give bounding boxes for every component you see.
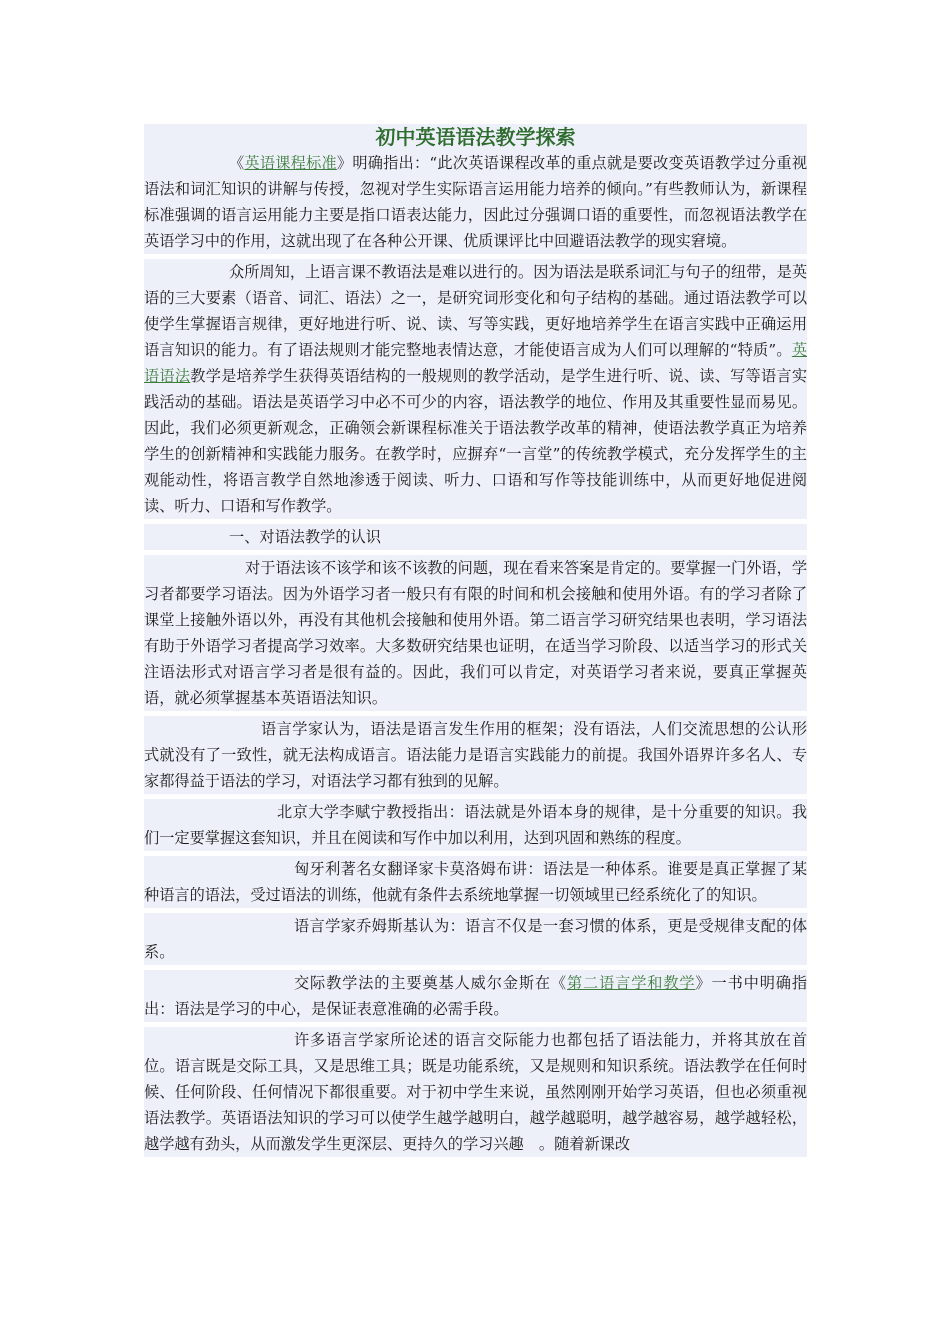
paragraph-4: 语言学家认为，语法是语言发生作用的框架；没有语法，人们交流思想的公认形式就没有了一致性，就无法构成语言。语法能力是语言实践能力的前提。我国外语界许多名人、专家都得益于语法的学习，对语法学习都有独到的见解。 (144, 716, 807, 794)
paragraph-3: 对于语法该不该学和该不该教的问题，现在看来答案是肯定的。要掌握一门外语，学习者都要学习语法。因为外语学习者一般只有有限的时间和机会接触和使用外语。有的学习者除了课堂上接触外语以外，再没有其他机会接触和使用外语。第二语言学习研究结果也表明，学习语法有助于外语学习者提高学习效率。大多数研究结果也证明，在适当学习阶段、以适当学习的形式关注语法形式对语言学习者是很有益的。因此，我们可以肯定，对英语学习者来说，要真正掌握英语，就必须掌握基本英语语法知识。 (144, 555, 807, 711)
paragraph-1-post: 》明确指出：“此次英语课程改革的重点就是要改变英语教学过分重视语法和词汇知识的讲解与传授，忽视对学生实际语言运用能力培养的倾向。”有些教师认为，新课程标准强调的语言运用能力主要是指口语表达能力，因此过分强调口语的重要性，而忽视语法教学在英语学习中的作用，这就出现了在各种公开课、优质课评比中回避语法教学的现实窘境。 (144, 154, 808, 250)
document-body (144, 124, 807, 1162)
paragraph-7: 语言学家乔姆斯基认为：语言不仅是一套习惯的体系，更是受规律支配的体系。 (144, 913, 807, 965)
paragraph-6: 匈牙利著名女翻译家卡莫洛姆布讲：语法是一种体系。谁要是真正掌握了某种语言的语法，受过语法的训练，他就有条件去系统地掌握一切领域里已经系统化了的知识。 (144, 856, 807, 908)
paragraph-2 (144, 259, 807, 519)
paragraph-5: 北京大学李赋宁教授指出：语法就是外语本身的规律，是十分重要的知识。我们一定要掌握这套知识，并且在阅读和写作中加以利用，达到巩固和熟练的程度。 (144, 799, 807, 851)
document-title: 初中英语语法教学探索 (144, 124, 807, 150)
paragraph-2-pre: 众所周知，上语言课不教语法是难以进行的。因为语法是联系词汇与句子的纽带，是英语的三大要素（语音、词汇、语法）之一，是研究词形变化和句子结构的基础。通过语法教学可以使学生掌握语言规律，更好地进行听、说、读、写等实践，更好地培养学生在语言实践中正确运用语言知识的能力。有了语法规则才能完整地表情达意，才能使语言成为人们可以理解的“特质”。 (144, 263, 807, 359)
paragraph-1-pre: 《 (229, 154, 245, 172)
paragraph-8 (144, 970, 807, 1022)
link-second-language-book[interactable]: 第二语言学和教学 (567, 974, 696, 992)
paragraph-2-post: 教学是培养学生获得英语结构的一般规则的教学活动，是学生进行听、说、读、写等语言实践活动的基础。语法是英语学习中必不可少的内容，语法教学的地位、作用及其重要性显而易见。因此，我们必须更新观念，正确领会新课程标准关于语法教学改革的精神，使语法教学真正为培养学生的创新精神和实践能力服务。在教学时，应摒弃“一言堂”的传统教学模式，充分发挥学生的主观能动性，将语言教学自然地渗透于阅读、听力、口语和写作等技能训练中，从而更好地促进阅读、听力、口语和写作教学。 (144, 367, 808, 515)
paragraph-8-pre: 交际教学法的主要奠基人威尔金斯在《 (294, 974, 567, 992)
paragraph-8-post: 》一书中明确指出：语法是学习的中心，是保证表意准确的必需手段。 (144, 974, 808, 1018)
link-curriculum-standard[interactable]: 英语课程标准 (244, 154, 337, 172)
link-english-grammar[interactable]: 英语语法 (144, 341, 807, 385)
section-heading-1: 一、对语法教学的认识 (144, 524, 807, 550)
paragraph-1 (144, 150, 807, 254)
paragraph-9: 许多语言学家所论述的语言交际能力也都包括了语法能力，并将其放在首位。语言既是交际工具，又是思维工具；既是功能系统，又是规则和知识系统。语法教学在任何时候、任何阶段、任何情况下都很重要。对于初中学生来说，虽然刚刚开始学习英语，但也必须重视语法教学。英语语法知识的学习可以使学生越学越明白，越学越聪明，越学越容易，越学越轻松，越学越有劲头，从而激发学生更深层、更持久的学习兴趣 。随着新课改 (144, 1027, 807, 1157)
